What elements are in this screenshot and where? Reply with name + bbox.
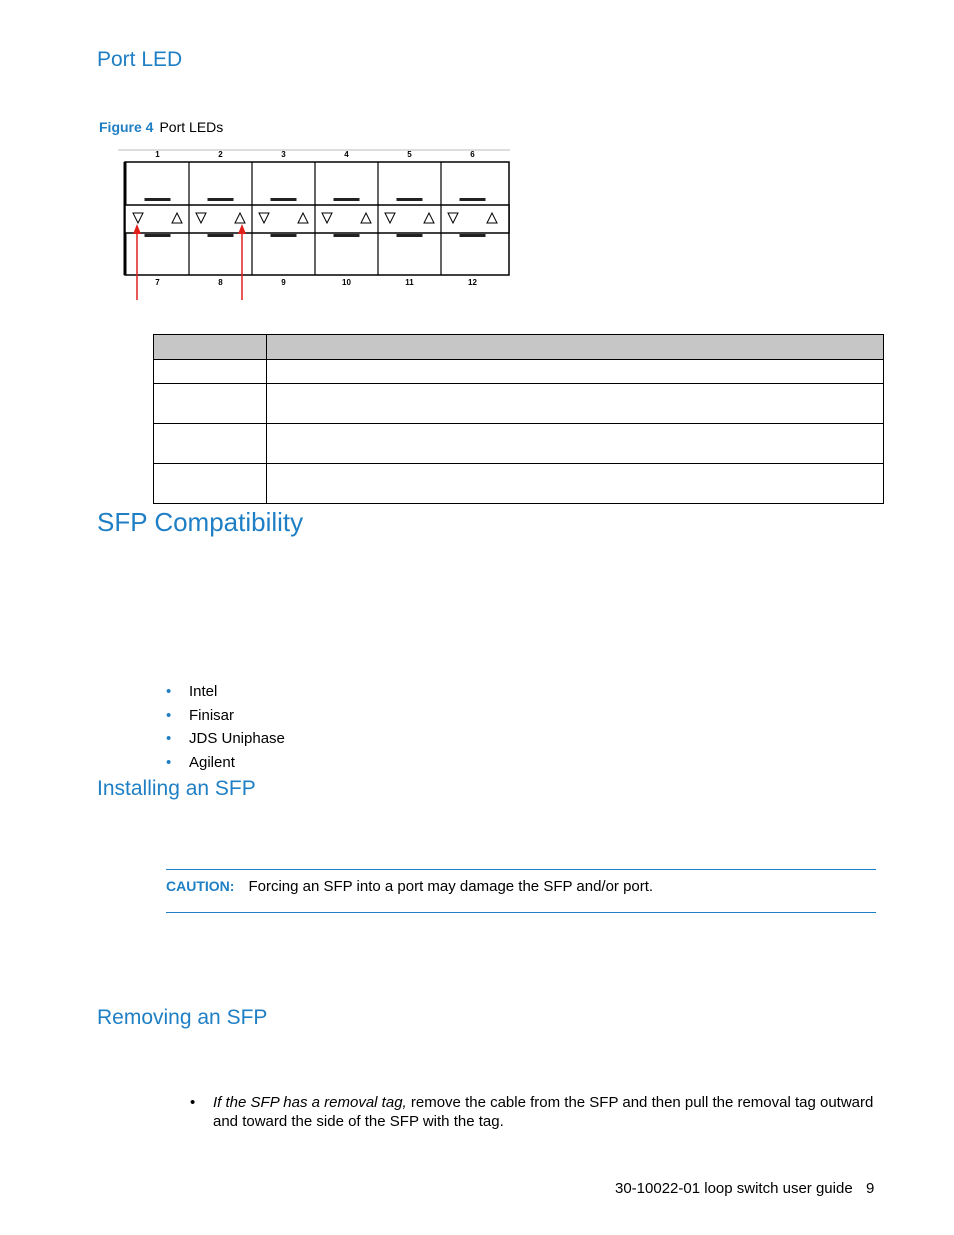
port-latch-top bbox=[271, 198, 297, 201]
table-cell bbox=[154, 464, 267, 504]
table-row bbox=[154, 424, 884, 464]
port-number-top: 2 bbox=[218, 150, 223, 159]
port-latch-top bbox=[145, 198, 171, 201]
port-latch-top bbox=[397, 198, 423, 201]
bullet-icon: • bbox=[166, 730, 172, 747]
table-cell bbox=[267, 464, 884, 504]
vendor-name: Finisar bbox=[189, 706, 235, 724]
port-latch-bottom bbox=[208, 234, 234, 237]
removal-instruction: remove the cable from the SFP and then pull the removal tag outward and toward the side of the SFP with the tag. bbox=[213, 1094, 874, 1130]
vendor-name: JDS Uniphase bbox=[189, 730, 285, 747]
figure-number: Figure 4 bbox=[99, 119, 154, 135]
vendor-list bbox=[166, 680, 285, 774]
port-number-top: 5 bbox=[407, 150, 412, 159]
vendor-item bbox=[166, 751, 285, 775]
table-cell bbox=[267, 424, 884, 464]
port-number-bottom: 12 bbox=[468, 278, 477, 287]
bullet-icon: • bbox=[166, 706, 172, 724]
caution-text: Forcing an SFP into a port may damage the SFP and/or port. bbox=[248, 878, 654, 895]
table-header-cell bbox=[267, 335, 884, 360]
port-number-top: 4 bbox=[344, 150, 349, 159]
port-latch-bottom bbox=[334, 234, 360, 237]
port-leds-figure bbox=[118, 148, 513, 303]
port-number-bottom: 10 bbox=[342, 278, 351, 287]
vendor-item bbox=[166, 704, 285, 728]
section-heading-removing-sfp: Removing an SFP bbox=[97, 1006, 268, 1029]
port-latch-top bbox=[208, 198, 234, 201]
port-latch-top bbox=[460, 198, 486, 201]
bullet-icon: • bbox=[166, 753, 172, 771]
removal-text bbox=[213, 1093, 880, 1131]
footer-doc-title: 30-10022-01 loop switch user guide bbox=[615, 1180, 853, 1197]
removal-list-item bbox=[190, 1093, 880, 1131]
table-row bbox=[154, 360, 884, 384]
table-cell bbox=[267, 360, 884, 384]
led-table bbox=[153, 334, 884, 504]
port-number-top: 6 bbox=[470, 150, 475, 159]
caution-bottom-rule bbox=[166, 912, 876, 913]
removal-condition: If the SFP has a removal tag, bbox=[213, 1094, 407, 1111]
section-heading-port-led: Port LED bbox=[97, 48, 183, 71]
port-number-top: 1 bbox=[155, 150, 160, 159]
table-header-cell bbox=[154, 335, 267, 360]
port-number-bottom: 11 bbox=[405, 278, 414, 287]
figure-caption bbox=[99, 119, 223, 135]
table-header-row bbox=[154, 335, 884, 360]
vendor-name: Intel bbox=[189, 683, 218, 700]
caution-label: CAUTION: bbox=[166, 878, 235, 894]
bullet-icon: • bbox=[166, 683, 172, 700]
vendor-item bbox=[166, 680, 285, 704]
section-heading-installing-sfp: Installing an SFP bbox=[97, 777, 256, 800]
port-panel-diagram bbox=[118, 148, 513, 303]
caution-note bbox=[166, 878, 653, 895]
caution-top-rule bbox=[166, 869, 876, 870]
bullet-icon: • bbox=[190, 1094, 196, 1111]
footer-page-number: 9 bbox=[866, 1180, 875, 1197]
port-number-bottom: 8 bbox=[218, 278, 223, 287]
table-cell bbox=[154, 384, 267, 424]
port-latch-bottom bbox=[145, 234, 171, 237]
table-cell bbox=[154, 360, 267, 384]
table-row bbox=[154, 384, 884, 424]
figure-title: Port LEDs bbox=[159, 119, 224, 135]
port-latch-bottom bbox=[271, 234, 297, 237]
section-heading-sfp-compatibility: SFP Compatibility bbox=[97, 507, 304, 537]
port-number-bottom: 7 bbox=[155, 278, 160, 287]
port-latch-top bbox=[334, 198, 360, 201]
vendor-item bbox=[166, 727, 285, 751]
vendor-name: Agilent bbox=[189, 753, 235, 771]
port-latch-bottom bbox=[460, 234, 486, 237]
table-cell bbox=[154, 424, 267, 464]
port-number-bottom: 9 bbox=[281, 278, 286, 287]
table-cell bbox=[267, 384, 884, 424]
port-number-top: 3 bbox=[281, 150, 286, 159]
port-latch-bottom bbox=[397, 234, 423, 237]
table-row bbox=[154, 464, 884, 504]
